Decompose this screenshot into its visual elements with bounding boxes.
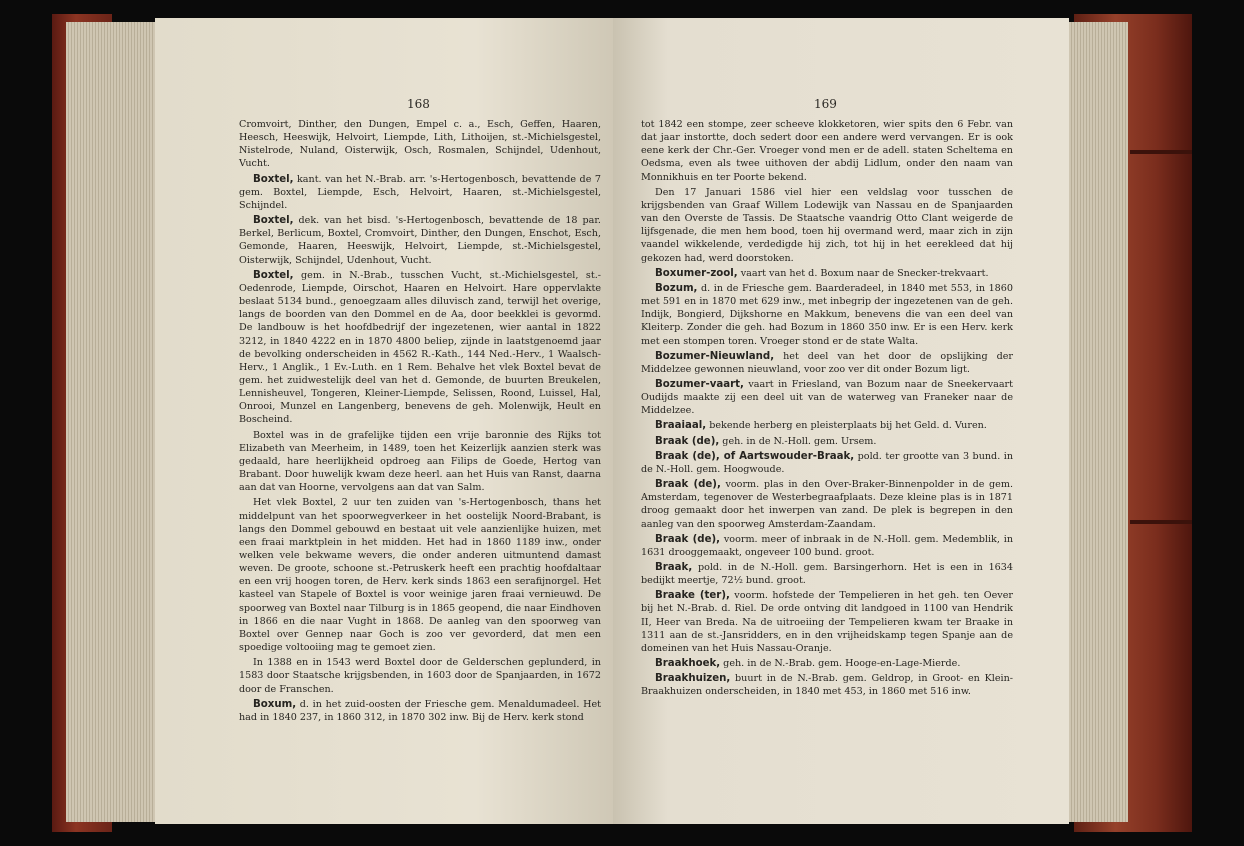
headword: Braak (de), bbox=[655, 533, 721, 545]
headword: Bozumer-vaart, bbox=[655, 378, 744, 390]
headword: Bozum, bbox=[655, 282, 698, 294]
spine-band bbox=[1130, 520, 1192, 524]
entry: Braak (de), of Aartswouder-Braak, pold. ter grootte van 3 bund. in de N.-Holl. gem. Hoogwoude. bbox=[641, 450, 1013, 475]
headword: Braak (de), bbox=[655, 479, 721, 491]
paragraph: In 1388 en in 1543 werd Boxtel door de Gelderschen geplunderd, in 1583 door Staatsche krijgsbenden, in 1603 door de Spanjaarden, in 1672 door de Franschen. bbox=[239, 657, 601, 695]
headword: Braakhuizen, bbox=[655, 673, 731, 685]
spine-band bbox=[1130, 150, 1192, 154]
headword: Bozumer-Nieuwland, bbox=[655, 350, 775, 362]
headword: Boxtel, bbox=[253, 215, 294, 227]
paragraph: tot 1842 een stompe, zeer scheeve klokketoren, wier spits den 6 Febr. van dat jaar instortte, doch sedert door een andere werd vervangen. Er is ook eene kerk der Chr.-Ger. Vroeger vond men er de adell. staten Scheltema en Oedsma, even als twee uithoven der abdij Lidlum, onder den naam van Monnikhuis en ter Poorte bekend. bbox=[641, 119, 1013, 183]
headword: Braaiaal, bbox=[655, 420, 707, 432]
entry: Braak (de), voorm. meer of inbraak in de N.-Holl. gem. Medemblik, in 1631 drooggemaakt, ongeveer 100 bund. groot. bbox=[641, 533, 1014, 558]
paragraph: Boxtel was in de grafelijke tijden een vrije baronnie des Rijks tot Elizabeth van Meerheim, in 1489, toen het Keizerlijk aanzien sterk was gedaald, hare heerlijkheid opdroeg aan Filips de Goede, Hertog van Brabant. Door huwelijk kwam deze heerl. aan het Huis van Ranst, daarna aan dat van Hoorne, vervolgens aan dat van Salm. bbox=[239, 429, 601, 494]
entry: Braakhuizen, buurt in de N.-Brab. gem. Geldrop, in Groot- en Klein-Braakhuizen onderscheiden, in 1840 met 453, in 1860 met 516 inw. bbox=[641, 673, 1013, 698]
entry: Bozum, d. in de Friesche gem. Baarderadeel, in 1840 met 553, in 1860 met 591 en in 1870 met 629 inw., met inbegrip der ingezetenen van de geh. Indijk, Bongierd, Dijkshorne en Makkum, benevens die van een deel van Kleiterp. Zonder die geh. had Bozum in 1860 350 inw. Er is een Herv. kerk met een stompen toren. Vroeger stond er de state Walta. bbox=[641, 282, 1013, 347]
entry: Braakhoek, geh. in de N.-Brab. gem. Hooge-en-Lage-Mierde. bbox=[655, 658, 961, 670]
page-text bbox=[239, 118, 601, 726]
entry: Braak (de), geh. in de N.-Holl. gem. Ursem. bbox=[655, 435, 877, 447]
headword: Braake (ter), bbox=[655, 590, 730, 602]
left-page bbox=[155, 18, 613, 824]
page-text bbox=[641, 118, 1013, 701]
entry: Braaiaal, bekende herberg en pleisterplaats bij het Geld. d. Vuren. bbox=[655, 420, 987, 432]
headword: Braak (de), of Aartswouder-Braak, bbox=[655, 450, 855, 462]
entry: Boxum, d. in het zuid-oosten der Friesche gem. Menaldumadeel. Het had in 1840 237, in 1860 312, in 1870 302 inw. Bij de Herv. kerk stond bbox=[239, 698, 601, 723]
headword: Braakhoek, bbox=[655, 658, 721, 670]
right-page-edges bbox=[1066, 22, 1128, 822]
entry: Bozumer-vaart, vaart in Friesland, van Bozum naar de Sneekervaart Oudijds maakte zij een deel uit van de waterweg van Franeker naar de Middelzee. bbox=[641, 378, 1013, 417]
entry: Boxtel, dek. van het bisd. 's-Hertogenbosch, bevattende de 18 par. Berkel, Berlicum, Boxtel, Cromvoirt, Dinther, den Dungen, Enschot, Esch, Gemonde, Haaren, Heeswijk, Helvoirt, Liempde, st.-Michielsgestel, Oisterwijk, Schijndel, Udenhout, Vucht. bbox=[239, 215, 601, 266]
page-number: 169 bbox=[814, 97, 837, 111]
entry: Braak (de), voorm. plas in den Over-Braker-Binnenpolder in de gem. Amsterdam, tegenover de Westerbegraafplaats. Deze kleine plas is in 1871 droog gemaakt door het inwerpen van zand. De plek is begrepen in den aanleg van den spoorweg Amsterdam-Zaandam. bbox=[641, 479, 1013, 530]
left-page-edges bbox=[66, 22, 156, 822]
headword: Boxtel, bbox=[253, 173, 294, 185]
paragraph: Cromvoirt, Dinther, den Dungen, Empel c. a., Esch, Geffen, Haaren, Heesch, Heeswijk, Helvoirt, Liempde, Lith, Lithoijen, st.-Michielsgestel, Nistelrode, Nuland, Oisterwijk, Osch, Rosmalen, Schijndel, Udenhout, Vucht. bbox=[239, 119, 601, 170]
entry: Boxtel, gem. in N.-Brab., tusschen Vucht, st.-Michielsgestel, st.-Oedenrode, Liempde, Oirschot, Haaren en Helvoirt. Hare oppervlakte beslaat 5134 bund., genoegzaam alles diluvisch zand, terwijl het overige, langs de boorden van den Dommel en de Aa, door beekklei is gevormd. De landbouw is het hoofdbedrijf der ingezetenen, wier aantal in 1822 3212, in 1840 4222 en in 1870 4800 beliep, zijnde in laatstgenoemd jaar de bevolking onderscheiden in 4562 R.-Kath., 144 Ned.-Herv., 1 Waalsch-Herv., 1 Anglik., 1 Ev.-Luth. en 1 Rem. Behalve het vlek Boxtel bevat de gem. het zuidwestelijk deel van het d. Gemonde, de buurten Breukelen, Lennisheuvel, Tongeren, Kleiner-Liempde, Selissen, Roond, Luissel, Hal, Onrooi, Munzel en Langenberg, benevens de geh. Molenwijk, Heult en Boscheind. bbox=[239, 269, 601, 426]
entry: Boxtel, kant. van het N.-Brab. arr. 's-Hertogenbosch, bevattende de 7 gem. Boxtel, Liempde, Esch, Helvoirt, Haaren, st.-Michielsgestel, Schijndel. bbox=[239, 173, 601, 211]
entry: Braak, pold. in de N.-Holl. gem. Barsingerhorn. Het is een in 1634 bedijkt meertje, 72½ bund. groot. bbox=[641, 562, 1013, 587]
entry: Boxumer-zool, vaart van het d. Boxum naar de Snecker-trekvaart. bbox=[655, 267, 989, 279]
page-number: 168 bbox=[407, 97, 430, 111]
headword: Braak, bbox=[655, 562, 693, 573]
headword: Braak (de), bbox=[655, 435, 720, 447]
headword: Boxumer-zool, bbox=[655, 267, 738, 279]
entry: Braake (ter), voorm. hofstede der Tempelieren in het geh. ten Oever bij het N.-Brab. d. Riel. De orde ontving dit landgoed in 1100 van Hendrik II, Heer van Breda. Na de uitroeiing der Tempelieren kwam ter Braake in 1311 aan de st.-Jansridders, en in den vrijheidskamp tegen Spanje aan de domeinen van het Huis Nassau-Oranje. bbox=[641, 590, 1013, 654]
headword: Boxum, bbox=[253, 698, 297, 710]
headword: Boxtel, bbox=[253, 269, 294, 281]
paragraph: Den 17 Januari 1586 viel hier een veldslag voor tusschen de krijgsbenden van Graaf Willem Lodewijk van Nassau en de Spanjaarden van den Overste de Tassis. De Staatsche vaandrig Otto Clant weigerde de lijfsgenade, die men hem bood, toen hij overmand werd, maar zich in zijn vaandel wikkelende, verdedigde hij zich, tot hij in het eerekleed dat hij gekozen had, werd doorstoken. bbox=[641, 186, 1013, 264]
right-page bbox=[613, 18, 1069, 824]
entry: Bozumer-Nieuwland, het deel van het door de opslijking der Middelzee gewonnen nieuwland, voor zoo ver dit onder Bozum ligt. bbox=[641, 350, 1013, 375]
paragraph: Het vlek Boxtel, 2 uur ten zuiden van 's-Hertogenbosch, thans het middelpunt van het spoorwegverkeer in het oostelijk Noord-Brabant, is langs den Dommel gebouwd en bestaat uit vele aanzienlijke huizen, met een fraai marktplein in het midden. Het had in 1860 1189 inw., onder welken vele bekwame wevers, die onder anderen uitmuntend damast weven. De groote, schoone st.-Petruskerk heeft een prachtig hoofdaltaar en een vrij hoogen toren, de Herv. kerk sinds 1863 een serafijnorgel. Het kasteel van Stapele of Boxtel is voor weinige jaren fraai vernieuwd. De spoorweg van Boxtel naar Tilburg is in 1865 geopend, die naar Eindhoven in 1866 en die naar Vught in 1868. De aanleg van den spoorweg van Boxtel over Gennep naar Goch is zoo ver gevorderd, dat men een spoedige voltooiing mag te gemoet zien. bbox=[239, 497, 601, 654]
